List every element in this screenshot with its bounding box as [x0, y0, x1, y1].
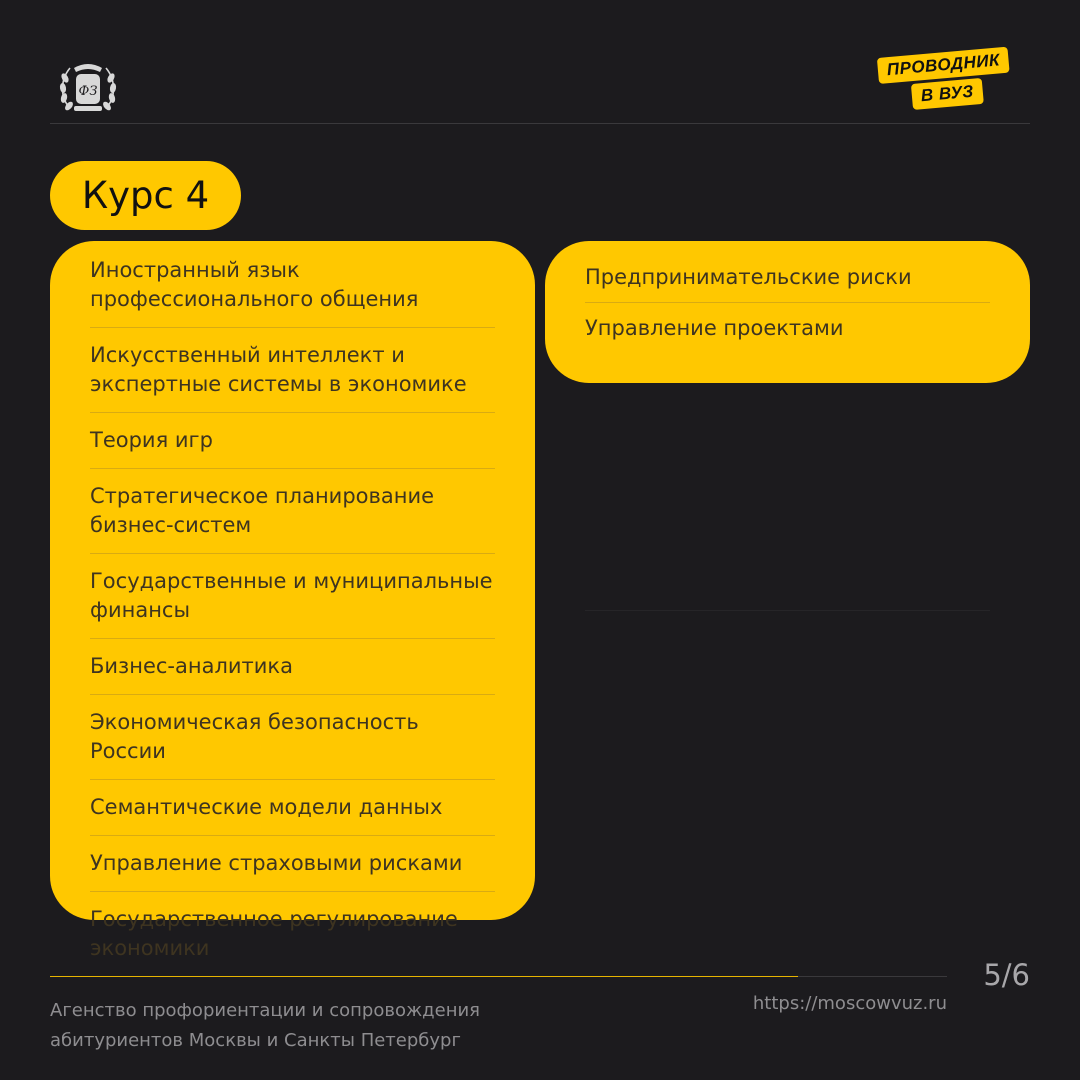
brand-line-2: В ВУЗ [911, 78, 984, 110]
svg-text:ФЗ: ФЗ [78, 84, 98, 99]
page-progress-fill [50, 976, 798, 977]
brand-logo [874, 50, 1034, 114]
header-divider [50, 123, 1030, 124]
course-badge: Курс 4 [50, 161, 241, 230]
page-counter: 5/6 [983, 958, 1030, 992]
list-item: Экономическая безопасность России [90, 695, 495, 780]
list-item: Семантические модели данных [90, 780, 495, 836]
list-item: Управление страховыми рисками [90, 836, 495, 892]
list-item: Стратегическое планирование бизнес-систем [90, 469, 495, 554]
footer-url-link[interactable]: https://moscowvuz.ru [752, 993, 947, 1014]
list-item: Управление проектами [585, 316, 844, 340]
list-item: Искусственный интеллект и экспертные системы в экономике [90, 328, 495, 413]
subjects-card-right [545, 241, 1030, 383]
list-item: Государственные и муниципальные финансы [90, 554, 495, 639]
list-item: Теория игр [90, 413, 495, 469]
list-item: Бизнес-аналитика [90, 639, 495, 695]
page-progress-track [50, 976, 947, 977]
list-item: Государственное регулирование экономики [90, 907, 458, 960]
faint-divider [585, 610, 990, 611]
list-item: Иностранный язык профессионального общения [90, 256, 495, 328]
university-emblem-icon [56, 58, 120, 118]
list-item: Предпринимательские риски [585, 263, 990, 303]
footer-agency-text: Агенство профориентации и сопровождения абитуриентов Москвы и Санкты Петербург [50, 1000, 480, 1051]
subjects-card-left [50, 241, 535, 960]
brand-line-1: ПРОВОДНИК [877, 47, 1010, 84]
